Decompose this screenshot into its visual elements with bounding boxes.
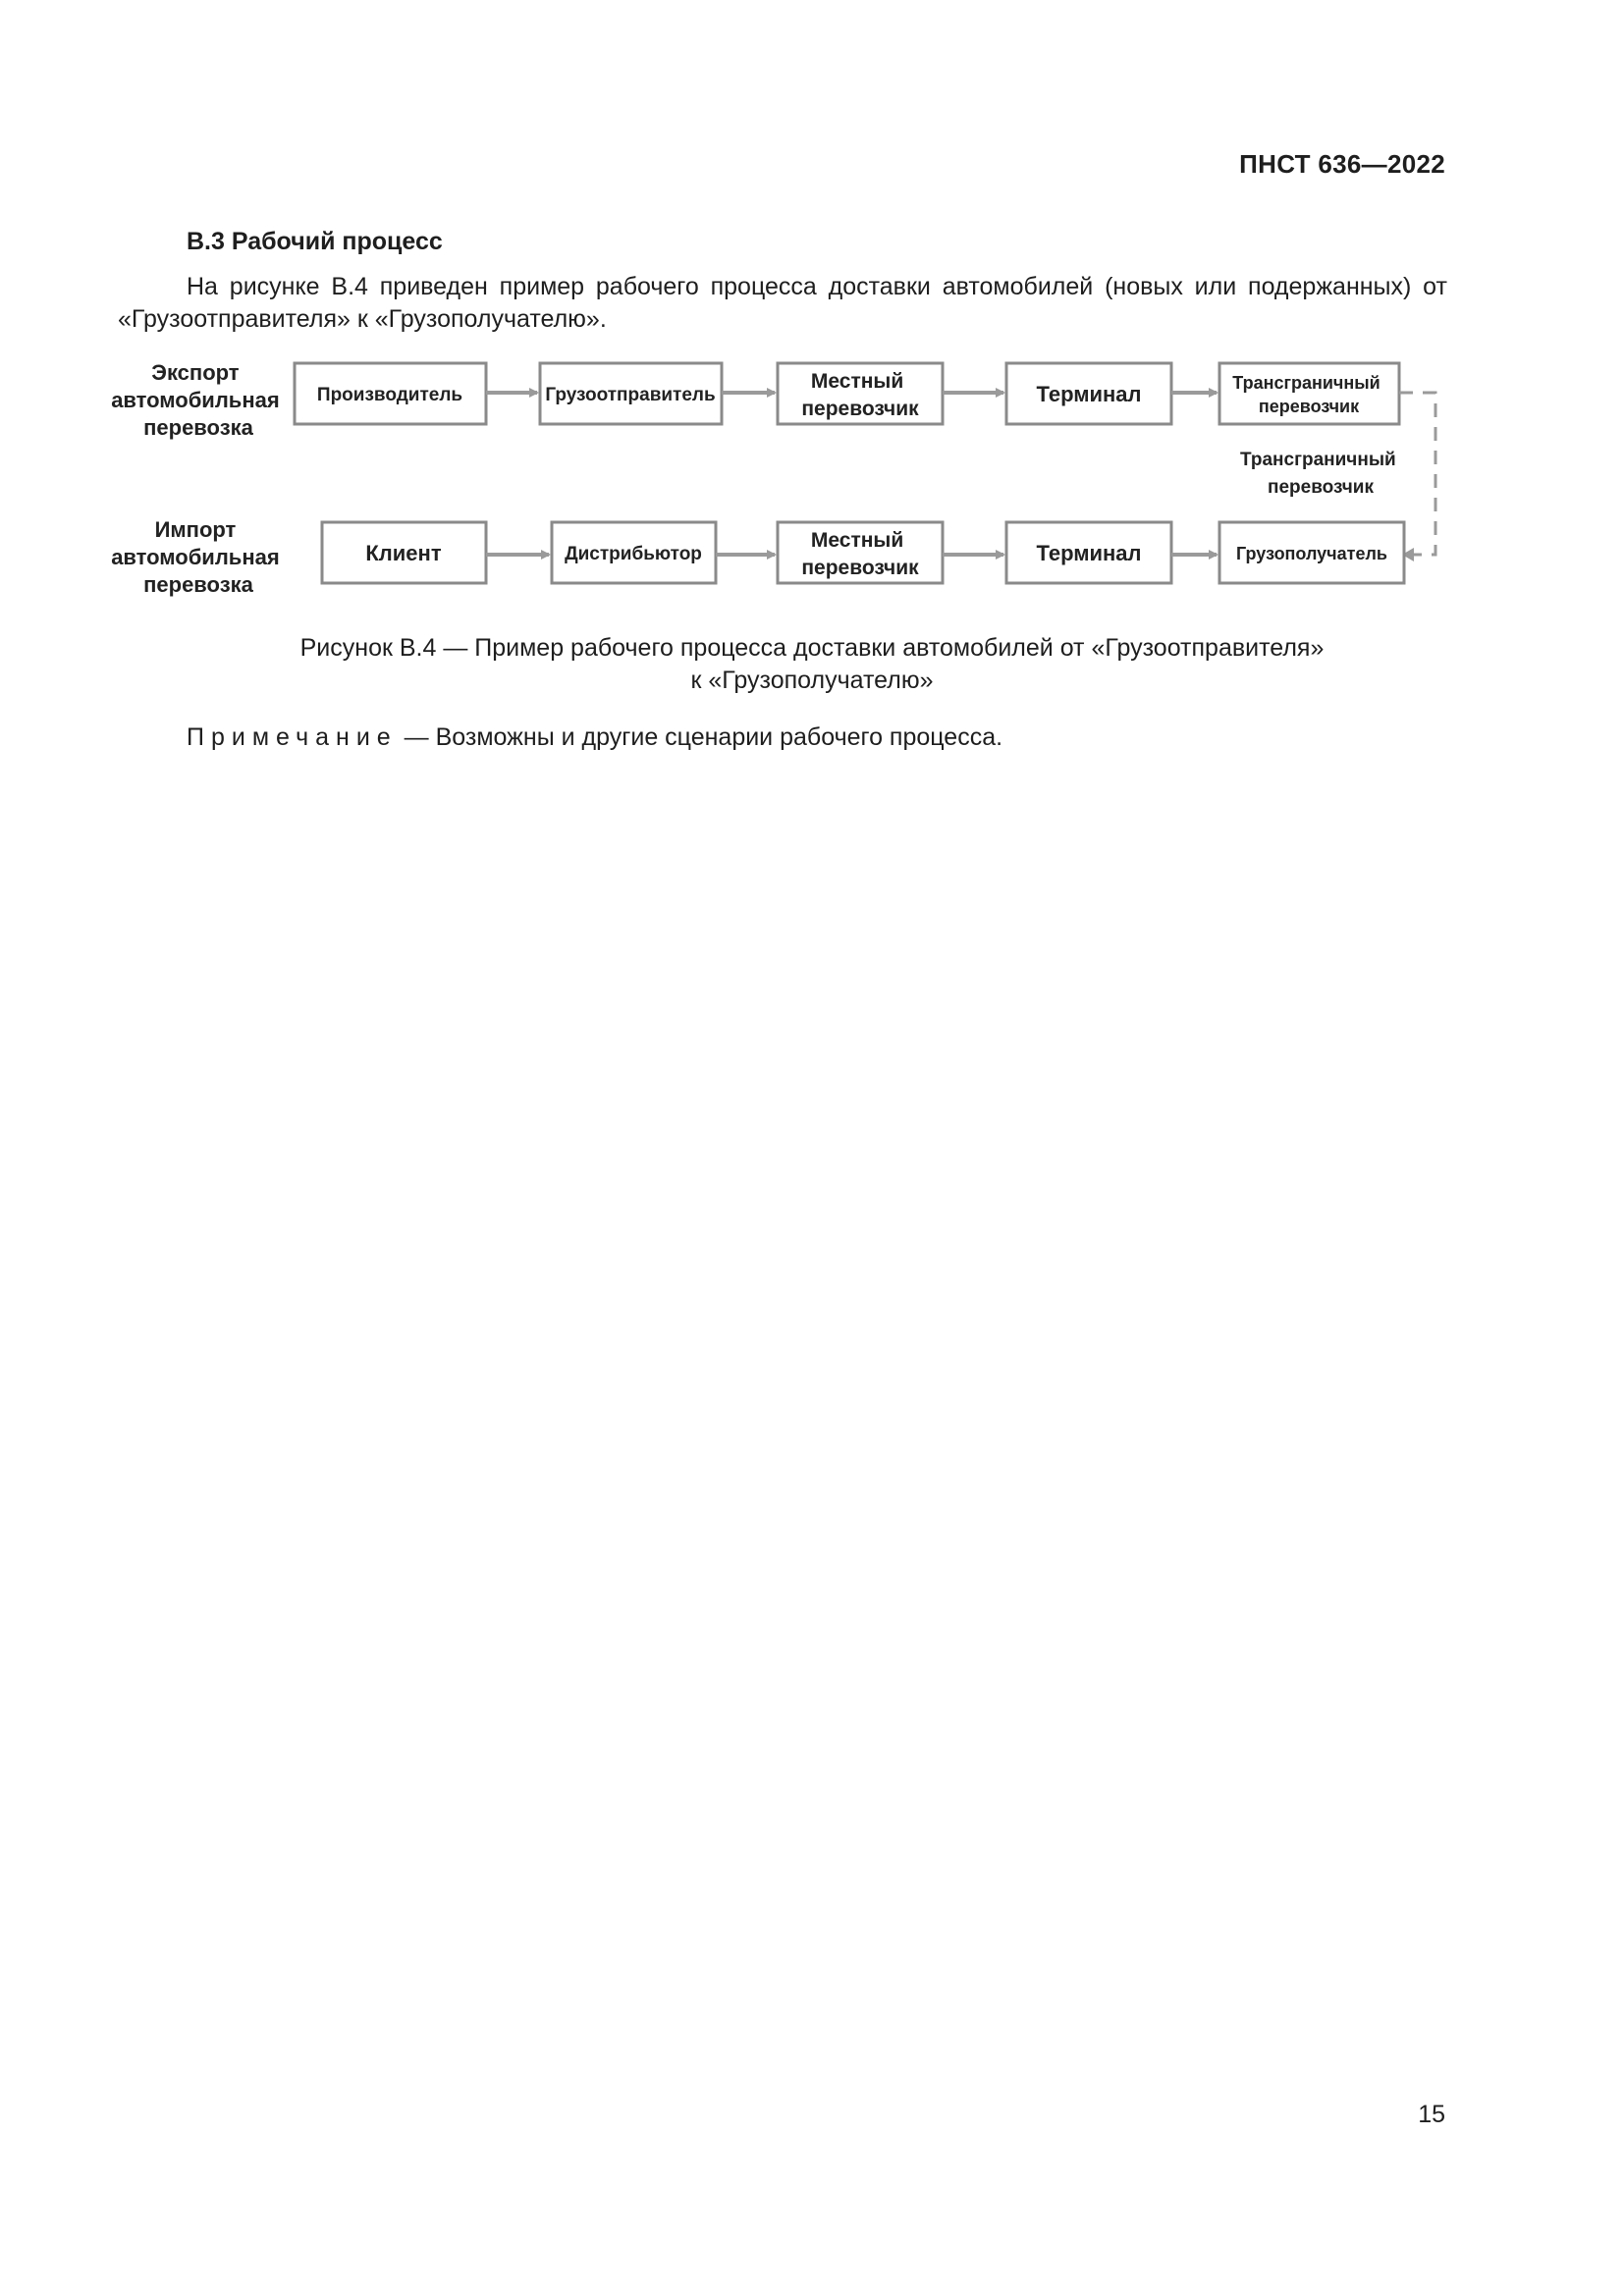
import-label-line-1: Импорт	[154, 517, 237, 542]
import-box-terminal	[1006, 522, 1171, 583]
import-box-client-label: Клиент	[365, 541, 442, 565]
import-label-line-2: автомобильная	[111, 545, 280, 569]
cross-border-label	[1240, 450, 1401, 498]
import-box-local-carrier-label: Местный перевозчик	[801, 529, 919, 579]
import-box-consignee	[1219, 522, 1404, 583]
export-box-shipper	[540, 363, 722, 424]
intro-line-1: На рисунке В.4 приведен пример рабочего процесса доставки автомобилей (новых или подержанных) от	[187, 273, 1447, 300]
export-box-local-carrier-label: Местный перевозчик	[801, 370, 919, 420]
import-label-line-3: перевозка	[143, 572, 253, 597]
import-box-client	[322, 522, 486, 583]
import-box-consignee-label: Грузополучатель	[1236, 544, 1387, 563]
export-box-shipper-label: Грузоотправитель	[545, 385, 716, 405]
intro-line-2: «Грузоотправителя» к «Грузополучателю».	[118, 305, 607, 333]
figure-caption	[0, 632, 1624, 697]
figure-caption-line-2: к «Грузополучателю»	[690, 667, 934, 694]
export-box-local-carrier	[778, 363, 943, 424]
cross-border-label-line-2: перевозчик	[1268, 477, 1374, 498]
import-label	[111, 517, 286, 597]
section-heading: В.3 Рабочий процесс	[187, 228, 443, 255]
page-number: 15	[1418, 2101, 1445, 2128]
export-box-terminal	[1006, 363, 1171, 424]
export-box-cross-border-label: Трансграничный перевозчик	[1232, 373, 1380, 416]
export-label-line-2: автомобильная	[111, 388, 280, 412]
intro-paragraph	[118, 271, 1447, 336]
note	[187, 723, 1002, 752]
export-box-manufacturer-label: Производитель	[316, 385, 463, 405]
export-box-manufacturer	[295, 363, 486, 424]
figure-caption-line-1: Рисунок В.4 — Пример рабочего процесса доставки автомобилей от «Грузоотправителя»	[299, 634, 1325, 662]
import-box-distributor-label: Дистрибьютор	[565, 544, 702, 564]
cross-border-label-line-1: Трансграничный	[1239, 450, 1396, 470]
import-box-distributor	[552, 522, 716, 583]
document-code: ПНСТ 636—2022	[1239, 149, 1445, 179]
note-label: Примечание	[187, 723, 398, 751]
export-label-line-1: Экспорт	[151, 360, 240, 385]
import-box-local-carrier	[778, 522, 943, 583]
export-box-terminal-label: Терминал	[1036, 382, 1142, 406]
export-box-cross-border-carrier	[1219, 363, 1399, 424]
import-box-terminal-label: Терминал	[1036, 541, 1142, 565]
export-label	[111, 360, 286, 440]
note-text: — Возможны и другие сценарии рабочего процесса.	[397, 723, 1003, 751]
export-label-line-3: перевозка	[143, 415, 253, 440]
